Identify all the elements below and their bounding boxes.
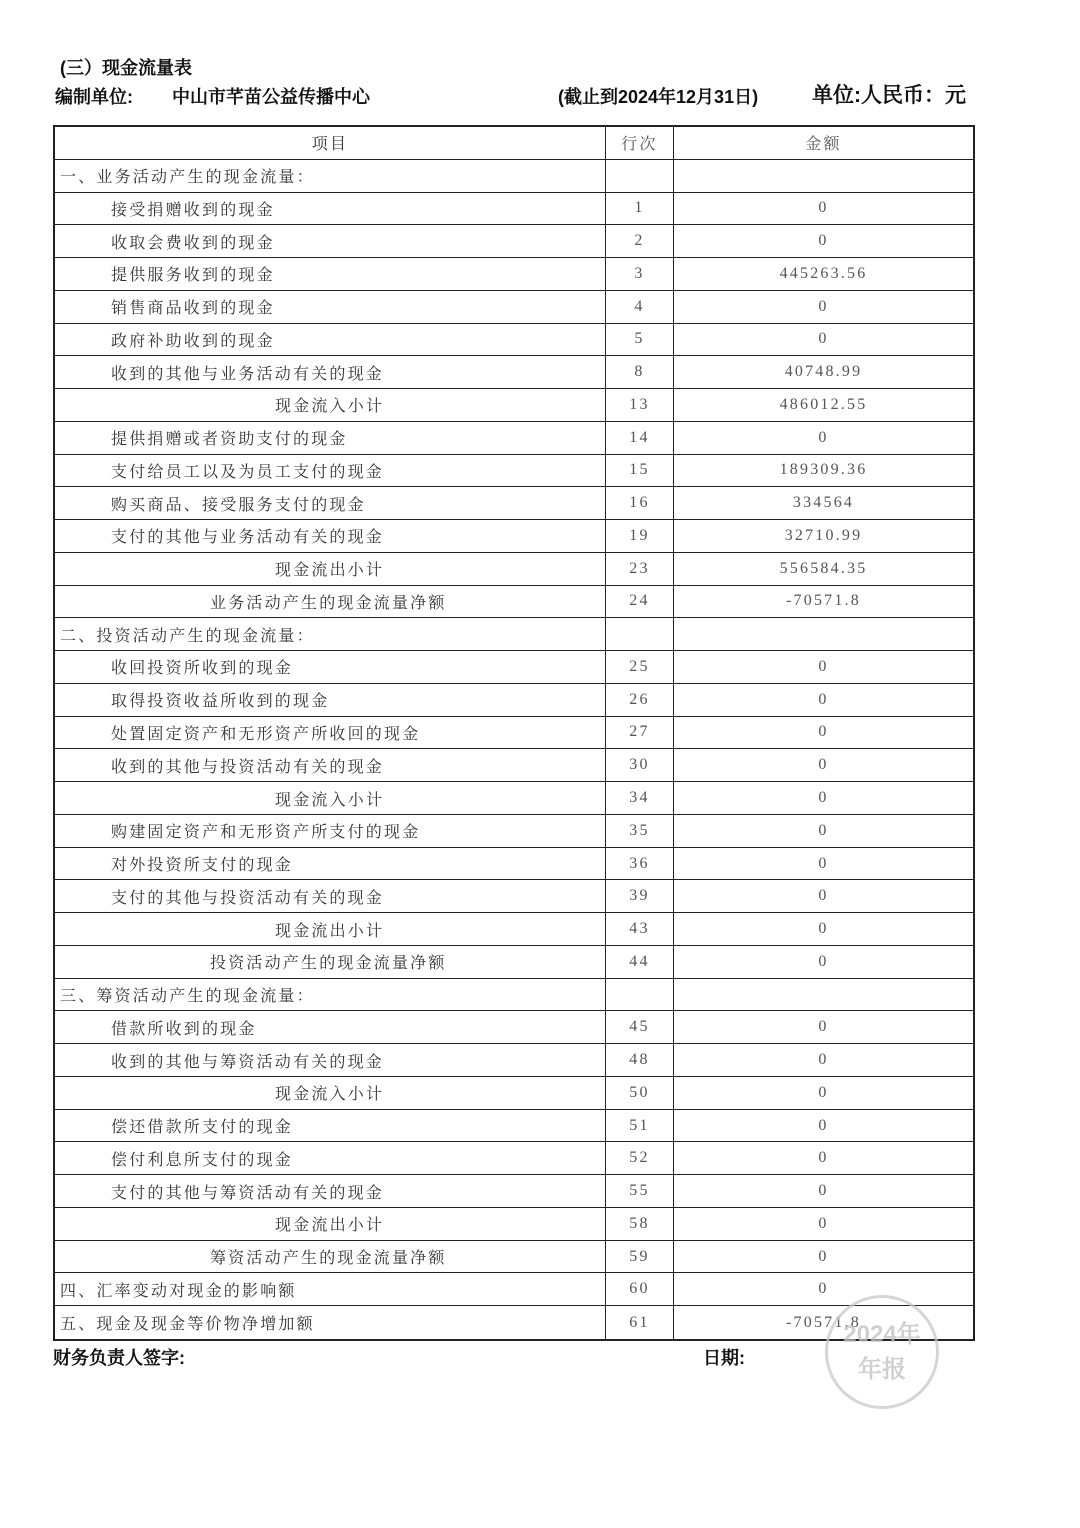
line-number: 61: [606, 1306, 674, 1339]
section-label: 五、现金及现金等价物净增加额: [55, 1306, 606, 1339]
item-label: 支付给员工以及为员工支付的现金: [55, 455, 606, 487]
table-row: [55, 684, 973, 717]
line-number: 44: [606, 946, 674, 978]
item-label: 购买商品、接受服务支付的现金: [55, 487, 606, 519]
subtotal-row: [55, 782, 973, 815]
line-number: 34: [606, 782, 674, 814]
line-number: 43: [606, 913, 674, 945]
line-number: 1: [606, 193, 674, 225]
table-row: [55, 193, 973, 226]
amount-cell: [674, 618, 973, 650]
amount-value: 0: [818, 756, 829, 774]
amount-value: 0: [818, 854, 829, 872]
amount-value: 0: [818, 657, 829, 675]
amount-value: 0: [818, 1182, 829, 1200]
preparer-label: 编制单位:: [55, 87, 133, 107]
amount-value: 0: [818, 952, 829, 970]
line-number: 30: [606, 749, 674, 781]
item-label: 收回投资所收到的现金: [55, 651, 606, 683]
table-row: [55, 324, 973, 357]
subtotal-row: [55, 913, 973, 946]
table-row: [55, 455, 973, 488]
net-amount-label: 投资活动产生的现金流量净额: [55, 946, 606, 978]
line-number: 2: [606, 225, 674, 257]
table-row: [55, 487, 973, 520]
amount-value: 0: [818, 1247, 829, 1265]
table-row: [55, 520, 973, 553]
item-label: 提供捐赠或者资助支付的现金: [55, 422, 606, 454]
item-label: 取得投资收益所收到的现金: [55, 684, 606, 716]
amount-value: 0: [818, 887, 829, 905]
item-label: 支付的其他与业务活动有关的现金: [55, 520, 606, 552]
item-label: 接受捐赠收到的现金: [55, 193, 606, 225]
amount-value: 0: [818, 723, 829, 741]
line-number: 51: [606, 1110, 674, 1142]
header-line: 行次: [606, 127, 674, 159]
subtotal-row: [55, 1077, 973, 1110]
table-header-row: [55, 127, 973, 160]
line-number: 27: [606, 717, 674, 749]
item-label: 偿还借款所支付的现金: [55, 1110, 606, 1142]
item-label: 借款所收到的现金: [55, 1011, 606, 1043]
item-label: 提供服务收到的现金: [55, 258, 606, 290]
subtotal-label: 现金流出小计: [55, 913, 606, 945]
item-label: 支付的其他与投资活动有关的现金: [55, 880, 606, 912]
amount-value: 556584.35: [779, 559, 868, 577]
table-row: [55, 749, 973, 782]
amount-value: 0: [818, 789, 829, 806]
section-row: [55, 160, 973, 193]
amount-value: -70571.8: [786, 1313, 861, 1331]
subtotal-row: [55, 553, 973, 586]
table-row: [55, 1011, 973, 1044]
amount-value: 0: [818, 920, 829, 938]
amount-value: 40748.99: [784, 363, 863, 381]
document-title: (三）现金流量表: [60, 58, 192, 78]
item-label: 收到的其他与投资活动有关的现金: [55, 749, 606, 781]
table-row: [55, 291, 973, 324]
annual-report-stamp: [825, 1295, 939, 1409]
line-number-cell: [606, 160, 674, 192]
amount-value: 0: [818, 1214, 829, 1232]
line-number: 13: [606, 389, 674, 421]
item-label: 收到的其他与筹资活动有关的现金: [55, 1044, 606, 1076]
line-number: 4: [606, 291, 674, 323]
subtotal-label: 现金流入小计: [55, 782, 606, 814]
preparer-name: 中山市芊苗公益传播中心: [172, 87, 370, 107]
header-amount: 金额: [805, 136, 842, 154]
net-amount-row: [55, 946, 973, 979]
line-number: 19: [606, 520, 674, 552]
table-row: [55, 225, 973, 258]
net-amount-label: 业务活动产生的现金流量净额: [55, 586, 606, 618]
subtotal-label: 现金流入小计: [55, 1077, 606, 1109]
line-number: 8: [606, 356, 674, 388]
line-number: 5: [606, 324, 674, 356]
line-number: 60: [606, 1273, 674, 1305]
table-row: [55, 1044, 973, 1077]
line-number: 39: [606, 880, 674, 912]
item-label: 政府补助收到的现金: [55, 324, 606, 356]
report-period: (截止到2024年12月31日): [558, 87, 759, 107]
amount-value: 0: [818, 1018, 829, 1036]
line-number: 26: [606, 684, 674, 716]
line-number: 48: [606, 1044, 674, 1076]
amount-value: 0: [818, 1083, 829, 1101]
stamp-year-text: 2024年: [843, 1321, 921, 1348]
item-label: 收取会费收到的现金: [55, 225, 606, 257]
table-row: [55, 1110, 973, 1143]
net-amount-row: [55, 586, 973, 619]
line-number: 35: [606, 815, 674, 847]
amount-cell: [674, 160, 973, 192]
date-label: 日期:: [703, 1348, 745, 1368]
section-label: 四、汇率变动对现金的影响额: [55, 1273, 606, 1305]
amount-value: 0: [818, 1280, 829, 1298]
header-item: 项目: [55, 127, 606, 159]
line-number-cell: [606, 979, 674, 1011]
line-number: 58: [606, 1208, 674, 1240]
amount-value: 0: [818, 690, 829, 708]
line-number-cell: [606, 618, 674, 650]
table-row: [55, 717, 973, 750]
line-number: 24: [606, 586, 674, 618]
table-row: [55, 1273, 973, 1306]
table-row: [55, 848, 973, 881]
line-number: 45: [606, 1011, 674, 1043]
amount-value: 0: [818, 1149, 829, 1167]
amount-value: 486012.55: [779, 395, 868, 413]
stamp-report-text: 年报: [858, 1356, 906, 1383]
amount-value: -70571.8: [786, 592, 861, 610]
amount-value: 334564: [792, 494, 855, 512]
amount-value: 0: [818, 428, 829, 446]
net-amount-row: [55, 1241, 973, 1274]
amount-value: 0: [818, 297, 829, 315]
line-number: 3: [606, 258, 674, 290]
item-label: 购建固定资产和无形资产所支付的现金: [55, 815, 606, 847]
item-label: 偿付利息所支付的现金: [55, 1142, 606, 1174]
table-row: [55, 1142, 973, 1175]
table-row: [55, 815, 973, 848]
subtotal-label: 现金流入小计: [55, 389, 606, 421]
signature-label: 财务负责人签字:: [53, 1348, 185, 1368]
amount-value: 32710.99: [784, 526, 863, 544]
cash-flow-table: [53, 125, 975, 1341]
line-number: 16: [606, 487, 674, 519]
amount-value: 0: [818, 821, 829, 839]
item-label: 收到的其他与业务活动有关的现金: [55, 356, 606, 388]
net-amount-label: 筹资活动产生的现金流量净额: [55, 1241, 606, 1273]
amount-cell: [674, 979, 973, 1011]
amount-value: 445263.56: [779, 264, 868, 282]
table-row: [55, 1175, 973, 1208]
amount-value: 189309.36: [779, 461, 868, 479]
subtotal-label: 现金流出小计: [55, 1208, 606, 1240]
item-label: 对外投资所支付的现金: [55, 848, 606, 880]
section-row: [55, 979, 973, 1012]
table-row: [55, 258, 973, 291]
subtotal-row: [55, 389, 973, 422]
line-number: 25: [606, 651, 674, 683]
amount-value: 0: [818, 1116, 829, 1134]
item-label: 销售商品收到的现金: [55, 291, 606, 323]
line-number: 55: [606, 1175, 674, 1207]
subtotal-row: [55, 1208, 973, 1241]
item-label: 支付的其他与筹资活动有关的现金: [55, 1175, 606, 1207]
amount-value: 0: [818, 232, 829, 250]
amount-value: 0: [818, 330, 829, 348]
subtotal-label: 现金流出小计: [55, 553, 606, 585]
line-number: 59: [606, 1241, 674, 1273]
amount-value: 0: [818, 1051, 829, 1069]
section-row: [55, 618, 973, 651]
table-row: [55, 422, 973, 455]
line-number: 50: [606, 1077, 674, 1109]
section-label: 二、投资活动产生的现金流量：: [55, 618, 606, 650]
table-row: [55, 356, 973, 389]
line-number: 52: [606, 1142, 674, 1174]
item-label: 处置固定资产和无形资产所收回的现金: [55, 717, 606, 749]
currency-unit: 单位:人民币：元: [812, 84, 966, 107]
amount-value: 0: [818, 199, 829, 217]
line-number: 23: [606, 553, 674, 585]
line-number: 14: [606, 422, 674, 454]
section-label: 三、筹资活动产生的现金流量：: [55, 979, 606, 1011]
section-label: 一、业务活动产生的现金流量：: [55, 160, 606, 192]
line-number: 15: [606, 455, 674, 487]
table-row: [55, 880, 973, 913]
line-number: 36: [606, 848, 674, 880]
table-row: [55, 651, 973, 684]
